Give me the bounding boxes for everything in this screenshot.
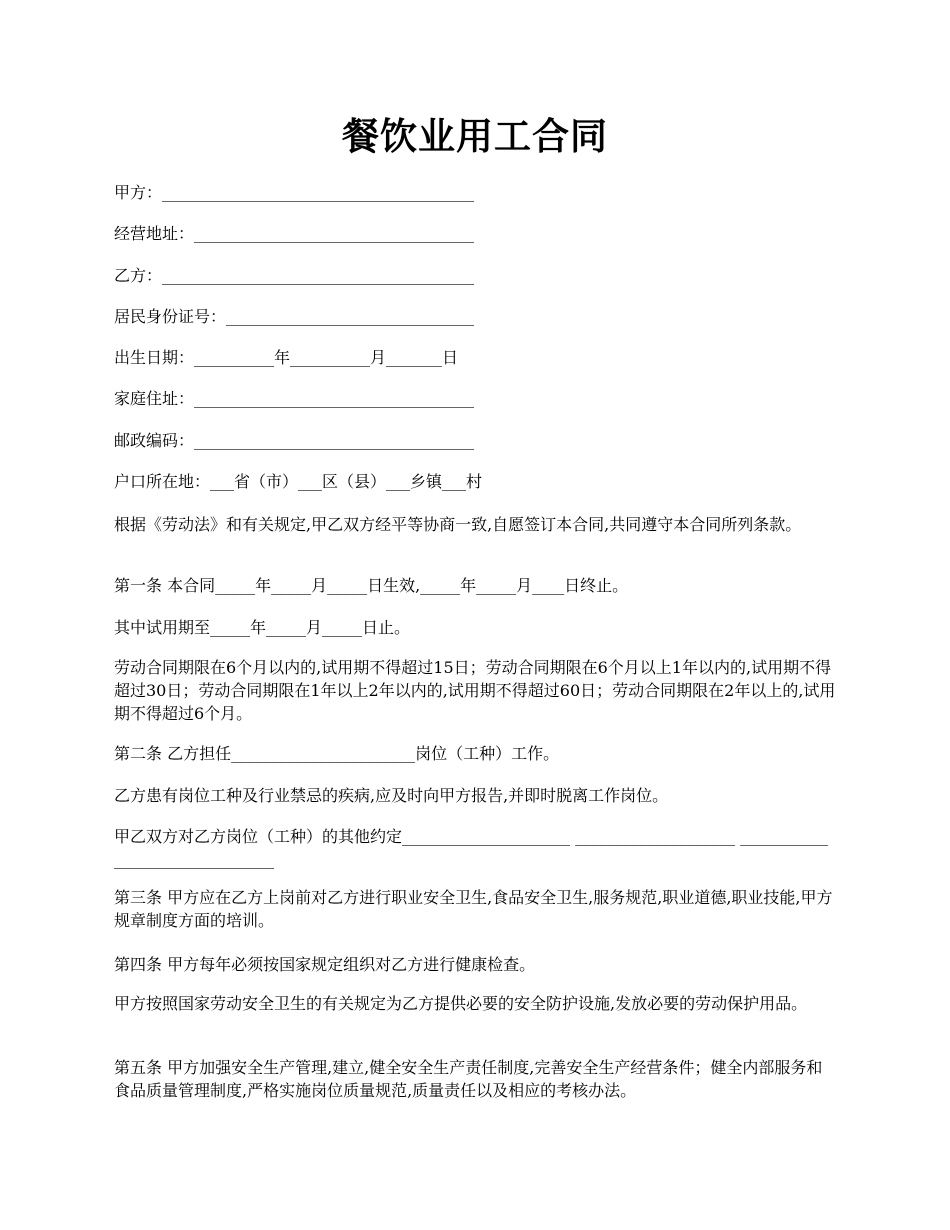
party-a-line: 甲方：_______________________________________: [114, 183, 475, 202]
protection-clause: 甲方按照国家劳动安全卫生的有关规定为乙方提供必要的安全防护设施,发放必要的劳动保护用品。: [114, 994, 808, 1013]
preamble-paragraph: 根据《劳动法》和有关规定,甲乙双方经平等协商一致,自愿签订本合同,共同遵守本合同所列条款。: [114, 515, 802, 534]
probation-rules-paragraph: 劳动合同期限在6个月以内的,试用期不得超过15日；劳动合同期限在6个月以上1年以内的,试用期不得超过30日；劳动合同期限在1年以上2年以内的,试用期不得超过60日；劳动合同期限在2年以上的,试用期不得超过6个月。: [114, 658, 836, 723]
article-5: 第五条 甲方加强安全生产管理,建立,健全安全生产责任制度,完善安全生产经营条件；健全内部服务和食品质量管理制度,严格实施岗位质量规范,质量责任以及相应的考核办法。: [114, 1058, 823, 1100]
household-registration-line: 户口所在地：___省（市）___区（县）___乡镇___村: [114, 472, 483, 491]
disease-clause: 乙方患有岗位工种及行业禁忌的疾病,应及时向甲方报告,并即时脱离工作岗位。: [114, 786, 669, 805]
probation-line: 其中试用期至_____年_____月_____日止。: [114, 618, 411, 637]
birth-date-line: 出生日期：__________年__________月_______日: [114, 348, 459, 367]
postal-code-line: 邮政编码：___________________________________: [114, 431, 475, 450]
id-number-line: 居民身份证号：_______________________________: [114, 307, 475, 326]
article-3: 第三条 甲方应在乙方上岗前对乙方进行职业安全卫生,食品安全卫生,服务规范,职业道德,职业技能,甲方规章制度方面的培训。: [114, 888, 833, 930]
article-4: 第四条 甲方每年必须按国家规定组织对乙方进行健康检查。: [114, 955, 536, 974]
document-title: 餐饮业用工合同: [342, 114, 608, 158]
other-agreement: 甲乙双方对乙方岗位（工种）的其他约定_____________________ ____________________ _______________________________: [114, 827, 829, 869]
business-address-line: 经营地址：___________________________________: [114, 224, 475, 243]
party-b-line: 乙方：_______________________________________: [114, 266, 475, 285]
article-2: 第二条 乙方担任_______________________岗位（工种）工作。: [114, 744, 560, 763]
article-1: 第一条 本合同_____年_____月_____日生效,_____年_____月____日终止。: [114, 576, 629, 595]
home-address-line: 家庭住址：___________________________________: [114, 389, 475, 408]
